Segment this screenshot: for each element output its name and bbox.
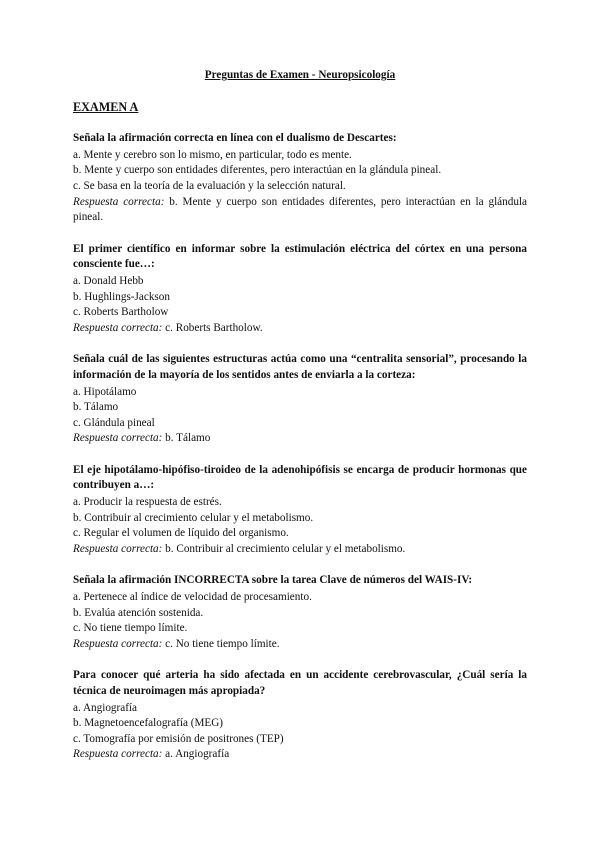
option-c: c. Se basa en la teoría de la evaluación y la selección natural. [73, 179, 346, 192]
option-b: b. Tálamo [73, 401, 119, 414]
option-c: c. Glándula pineal [73, 416, 155, 429]
option-c: c. No tiene tiempo límite. [73, 622, 188, 635]
option-c: c. Tomografía por emisión de positrones (TEP) [73, 732, 284, 745]
question-4 [73, 463, 527, 558]
correct-answer-label: Respuesta correcta: [73, 637, 163, 650]
correct-answer [73, 542, 527, 558]
correct-answer-label: Respuesta correcta: [73, 321, 163, 334]
correct-answer-text: b. Contribuir al crecimiento celular y el metabolismo. [165, 542, 406, 555]
option-a: a. Producir la respuesta de estrés. [73, 496, 222, 509]
question-2 [73, 242, 527, 337]
question-5 [73, 573, 527, 652]
correct-answer [73, 747, 527, 763]
question-text: El eje hipotálamo-hipófiso-tiroideo de la adenohipófisis se encarga de producir hormonas que contribuyen a…: [73, 463, 527, 492]
option-b: b. Hughlings-Jackson [73, 290, 170, 303]
correct-answer-text: a. Angiografía [165, 748, 230, 761]
correct-answer-label: Respuesta correcta: [73, 542, 163, 555]
option-b: b. Evalúa atención sostenida. [73, 606, 204, 619]
document-title: Preguntas de Examen - Neuropsicología [204, 69, 396, 81]
correct-answer-text: b. Tálamo [165, 432, 211, 445]
correct-answer-label: Respuesta correcta: [73, 195, 165, 208]
correct-answer-label: Respuesta correcta: [73, 748, 163, 761]
option-c: c. Regular el volumen de líquido del organismo. [73, 527, 289, 540]
option-a: a. Mente y cerebro son lo mismo, en particular, todo es mente. [73, 148, 352, 161]
question-1 [73, 131, 527, 226]
question-text: Señala la afirmación INCORRECTA sobre la tarea Clave de números del WAIS-IV: [73, 574, 473, 587]
correct-answer-label: Respuesta correcta: [73, 432, 163, 445]
correct-answer-text: b. Mente y cuerpo son entidades diferentes, pero interactúan en la glándula pineal. [73, 195, 527, 224]
question-6 [73, 668, 527, 763]
section-title: EXAMEN A [73, 99, 139, 114]
option-b: b. Magnetoencefalografía (MEG) [73, 717, 224, 730]
option-a: a. Angiografía [73, 701, 137, 714]
question-text: Señala la afirmación correcta en línea con el dualismo de Descartes: [73, 132, 397, 145]
correct-answer [73, 195, 527, 226]
correct-answer [73, 431, 527, 447]
option-a: a. Pertenece al índice de velocidad de procesamiento. [73, 591, 312, 604]
option-a: a. Donald Hebb [73, 274, 144, 287]
option-b: b. Contribuir al crecimiento celular y el metabolismo. [73, 511, 314, 524]
option-a: a. Hipotálamo [73, 385, 137, 398]
question-text: Para conocer qué arteria ha sido afectada en un accidente cerebrovascular, ¿Cuál sería la técnica de neuroimagen más apropiada? [73, 669, 527, 697]
option-b: b. Mente y cuerpo son entidades diferentes, pero interactúan en la glándula pineal. [73, 164, 442, 177]
correct-answer-text: c. Roberts Bartholow. [165, 321, 263, 334]
question-text: Señala cuál de las siguientes estructuras actúa como una “centralita sensorial”, procesando la información de la mayoría de los sentidos antes de enviarla a la corteza: [73, 353, 527, 381]
option-c: c. Roberts Bartholow [73, 306, 169, 319]
correct-answer [73, 321, 527, 337]
correct-answer-text: c. No tiene tiempo límite. [165, 637, 280, 650]
correct-answer [73, 637, 527, 653]
question-3 [73, 352, 527, 447]
question-text: El primer científico en informar sobre la estimulación eléctrica del córtex en una persona consciente fue…: [73, 242, 527, 271]
